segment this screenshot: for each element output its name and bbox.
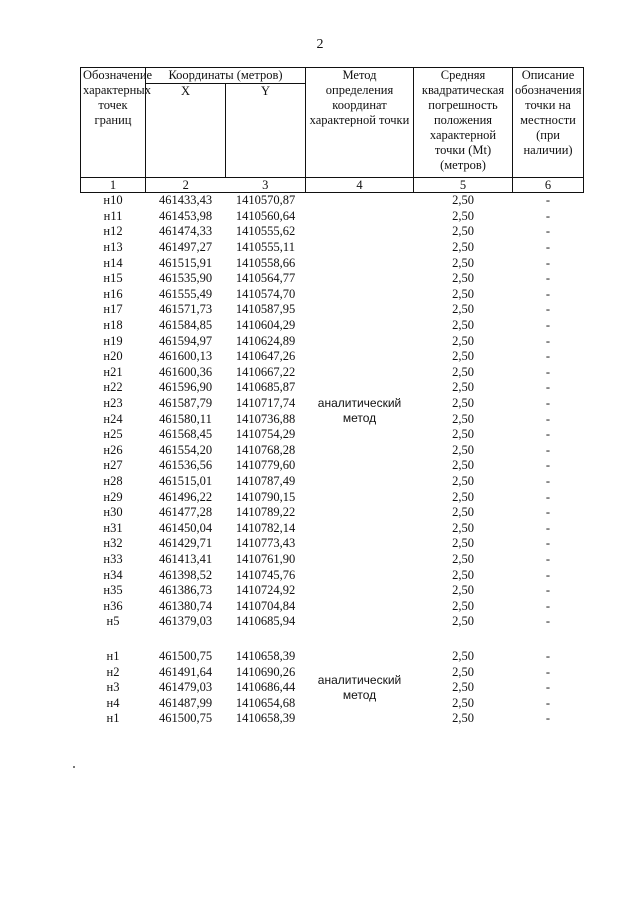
position-error: 2,50 — [452, 583, 474, 598]
coordinate-x: 461450,04 — [158, 520, 213, 535]
scan-speck — [73, 766, 75, 768]
boundary-points-table — [80, 67, 584, 727]
point-name: н29 — [103, 489, 123, 504]
point-description: - — [545, 380, 551, 395]
coordinate-y: 1410555,62 — [235, 224, 296, 239]
position-error: 2,50 — [452, 396, 474, 411]
point-description: - — [545, 396, 551, 411]
table-row — [81, 649, 584, 665]
point-description: - — [545, 680, 551, 695]
position-error: 2,50 — [452, 664, 474, 679]
point-name: н26 — [103, 442, 123, 457]
point-description: - — [545, 505, 551, 520]
coordinate-y: 1410782,14 — [235, 520, 296, 535]
position-error: 2,50 — [452, 302, 474, 317]
coordinate-x: 461479,03 — [158, 680, 213, 695]
header-y: Y — [226, 84, 306, 178]
position-error: 2,50 — [452, 333, 474, 348]
coordinate-y: 1410685,94 — [235, 614, 296, 629]
coordinate-y: 1410717,74 — [235, 396, 296, 411]
point-name: н4 — [106, 695, 120, 710]
coordinate-y: 1410768,28 — [235, 442, 296, 457]
coordinate-y: 1410690,26 — [235, 664, 296, 679]
coordinate-x: 461584,85 — [158, 318, 213, 333]
point-name: н32 — [103, 536, 123, 551]
point-description: - — [545, 224, 551, 239]
point-description: - — [545, 349, 551, 364]
point-name: н35 — [103, 583, 123, 598]
coordinate-y: 1410754,29 — [235, 427, 296, 442]
position-error: 2,50 — [452, 567, 474, 582]
point-description: - — [545, 664, 551, 679]
coordinate-x: 461474,33 — [158, 224, 213, 239]
coordinate-x: 461496,22 — [158, 489, 213, 504]
point-description: - — [545, 536, 551, 551]
point-name: н20 — [103, 349, 123, 364]
position-error: 2,50 — [452, 458, 474, 473]
position-error: 2,50 — [452, 505, 474, 520]
position-error: 2,50 — [452, 208, 474, 223]
coordinate-x: 461413,41 — [158, 551, 213, 566]
coordinate-y: 1410560,64 — [235, 208, 296, 223]
point-name: н16 — [103, 286, 123, 301]
coordinate-y: 1410647,26 — [235, 349, 296, 364]
coordinate-y: 1410604,29 — [235, 318, 296, 333]
coordinate-x: 461536,56 — [158, 458, 213, 473]
point-name: н27 — [103, 458, 123, 473]
point-description: - — [545, 598, 551, 613]
position-error: 2,50 — [452, 193, 474, 208]
coordinate-y: 1410779,60 — [235, 458, 296, 473]
page-number: 2 — [316, 37, 324, 52]
point-name: н30 — [103, 505, 123, 520]
coordinate-x: 461515,01 — [158, 473, 213, 488]
column-index: 3 — [226, 178, 306, 193]
point-name: н31 — [103, 520, 123, 535]
header-method: Метод определения координат характерной точки — [306, 68, 414, 178]
point-description: - — [545, 551, 551, 566]
coordinate-x: 461515,91 — [158, 255, 213, 270]
coordinate-y: 1410789,22 — [235, 505, 296, 520]
coordinate-x: 461477,28 — [158, 505, 213, 520]
point-description: - — [545, 489, 551, 504]
coordinate-x: 461600,36 — [158, 364, 213, 379]
column-index: 1 — [81, 178, 146, 193]
position-error: 2,50 — [452, 598, 474, 613]
position-error: 2,50 — [452, 427, 474, 442]
position-error: 2,50 — [452, 364, 474, 379]
point-name: н17 — [103, 302, 123, 317]
point-description: - — [545, 583, 551, 598]
column-index: 6 — [513, 178, 584, 193]
point-name: н14 — [103, 255, 123, 270]
coordinate-x: 461398,52 — [158, 567, 213, 582]
point-name: н10 — [103, 193, 123, 208]
coordinate-y: 1410787,49 — [235, 473, 296, 488]
method-cell: аналитический метод — [317, 672, 402, 702]
table-body — [81, 193, 584, 727]
point-description: - — [545, 442, 551, 457]
point-name: н1 — [106, 648, 120, 663]
point-description: - — [545, 286, 551, 301]
coordinate-y: 1410736,88 — [235, 411, 296, 426]
coordinate-y: 1410574,70 — [235, 286, 296, 301]
section-gap — [81, 630, 584, 649]
point-name: н12 — [103, 224, 123, 239]
point-name: н15 — [103, 271, 123, 286]
header-x: X — [146, 84, 226, 178]
header-error: Средняя квадратическая погрешность положения характерной точки (Mt) (метров) — [414, 68, 513, 178]
coordinate-x: 461500,75 — [158, 648, 213, 663]
point-description: - — [545, 695, 551, 710]
header-designation: Обозначение характерных точек границ — [81, 68, 146, 178]
coordinate-y: 1410564,77 — [235, 271, 296, 286]
position-error: 2,50 — [452, 520, 474, 535]
point-description: - — [545, 318, 551, 333]
point-description: - — [545, 271, 551, 286]
point-name: н19 — [103, 333, 123, 348]
point-description: - — [545, 520, 551, 535]
point-name: н23 — [103, 396, 123, 411]
point-name: н1 — [106, 711, 120, 726]
coordinate-x: 461555,49 — [158, 286, 213, 301]
coordinate-y: 1410685,87 — [235, 380, 296, 395]
table-row — [81, 193, 584, 209]
coordinate-x: 461433,43 — [158, 193, 213, 208]
position-error: 2,50 — [452, 286, 474, 301]
coordinate-x: 461571,73 — [158, 302, 213, 317]
coordinate-y: 1410745,76 — [235, 567, 296, 582]
position-error: 2,50 — [452, 349, 474, 364]
coordinate-y: 1410724,92 — [235, 583, 296, 598]
column-index: 4 — [306, 178, 414, 193]
position-error: 2,50 — [452, 536, 474, 551]
point-description: - — [545, 193, 551, 208]
point-description: - — [545, 473, 551, 488]
coordinate-x: 461587,79 — [158, 396, 213, 411]
point-description: - — [545, 240, 551, 255]
point-name: н28 — [103, 473, 123, 488]
point-description: - — [545, 333, 551, 348]
position-error: 2,50 — [452, 255, 474, 270]
position-error: 2,50 — [452, 551, 474, 566]
header-coordinates: Координаты (метров) — [146, 68, 306, 84]
coordinate-y: 1410761,90 — [235, 551, 296, 566]
coordinate-y: 1410658,39 — [235, 711, 296, 726]
coordinate-y: 1410555,11 — [236, 240, 295, 255]
point-name: н36 — [103, 598, 123, 613]
point-name: н25 — [103, 427, 123, 442]
point-description: - — [545, 614, 551, 629]
point-name: н3 — [106, 680, 120, 695]
column-index: 2 — [146, 178, 226, 193]
coordinate-x: 461568,45 — [158, 427, 213, 442]
coordinate-y: 1410558,66 — [235, 255, 296, 270]
point-name: н11 — [103, 208, 123, 223]
point-name: н18 — [103, 318, 123, 333]
coordinate-x: 461500,75 — [158, 711, 213, 726]
coordinate-x: 461596,90 — [158, 380, 213, 395]
point-name: н13 — [103, 240, 123, 255]
gap-cell — [81, 630, 584, 649]
position-error: 2,50 — [452, 318, 474, 333]
column-index: 5 — [414, 178, 513, 193]
point-description: - — [545, 302, 551, 317]
coordinate-x: 461497,27 — [158, 240, 213, 255]
coordinate-y: 1410587,95 — [235, 302, 296, 317]
point-description: - — [545, 411, 551, 426]
coordinate-y: 1410773,43 — [235, 536, 296, 551]
coordinate-x: 461429,71 — [158, 536, 213, 551]
position-error: 2,50 — [452, 695, 474, 710]
point-name: н2 — [106, 664, 120, 679]
coordinate-y: 1410686,44 — [235, 680, 296, 695]
position-error: 2,50 — [452, 489, 474, 504]
position-error: 2,50 — [452, 380, 474, 395]
method-cell: аналитический метод — [317, 396, 402, 426]
coordinate-x: 461580,11 — [159, 411, 212, 426]
coordinate-x: 461600,13 — [158, 349, 213, 364]
point-description: - — [545, 208, 551, 223]
point-description: - — [545, 648, 551, 663]
point-description: - — [545, 364, 551, 379]
coordinate-y: 1410654,68 — [235, 695, 296, 710]
coordinate-x: 461487,99 — [158, 695, 213, 710]
point-name: н34 — [103, 567, 123, 582]
point-name: н5 — [106, 614, 120, 629]
position-error: 2,50 — [452, 271, 474, 286]
position-error: 2,50 — [452, 680, 474, 695]
point-description: - — [545, 458, 551, 473]
coordinate-x: 461453,98 — [158, 208, 213, 223]
coordinate-x: 461554,20 — [158, 442, 213, 457]
coordinate-y: 1410570,87 — [235, 193, 296, 208]
coordinate-y: 1410624,89 — [235, 333, 296, 348]
point-description: - — [545, 427, 551, 442]
point-name: н24 — [103, 411, 123, 426]
coordinate-x: 461535,90 — [158, 271, 213, 286]
point-description: - — [545, 255, 551, 270]
point-description: - — [545, 567, 551, 582]
position-error: 2,50 — [452, 614, 474, 629]
position-error: 2,50 — [452, 240, 474, 255]
coordinate-y: 1410667,22 — [235, 364, 296, 379]
position-error: 2,50 — [452, 442, 474, 457]
position-error: 2,50 — [452, 711, 474, 726]
point-description: - — [545, 711, 551, 726]
coordinate-y: 1410658,39 — [235, 648, 296, 663]
position-error: 2,50 — [452, 473, 474, 488]
coordinate-x: 461594,97 — [158, 333, 213, 348]
point-name: н22 — [103, 380, 123, 395]
coordinate-x: 461380,74 — [158, 598, 213, 613]
point-name: н21 — [103, 364, 123, 379]
position-error: 2,50 — [452, 648, 474, 663]
coordinate-y: 1410790,15 — [235, 489, 296, 504]
coordinate-x: 461379,03 — [158, 614, 213, 629]
coordinate-x: 461491,64 — [158, 664, 213, 679]
position-error: 2,50 — [452, 224, 474, 239]
point-name: н33 — [103, 551, 123, 566]
header-description: Описание обозначения точки на местности (при наличии) — [513, 68, 584, 178]
coordinate-y: 1410704,84 — [235, 598, 296, 613]
position-error: 2,50 — [452, 411, 474, 426]
coordinate-x: 461386,73 — [158, 583, 213, 598]
